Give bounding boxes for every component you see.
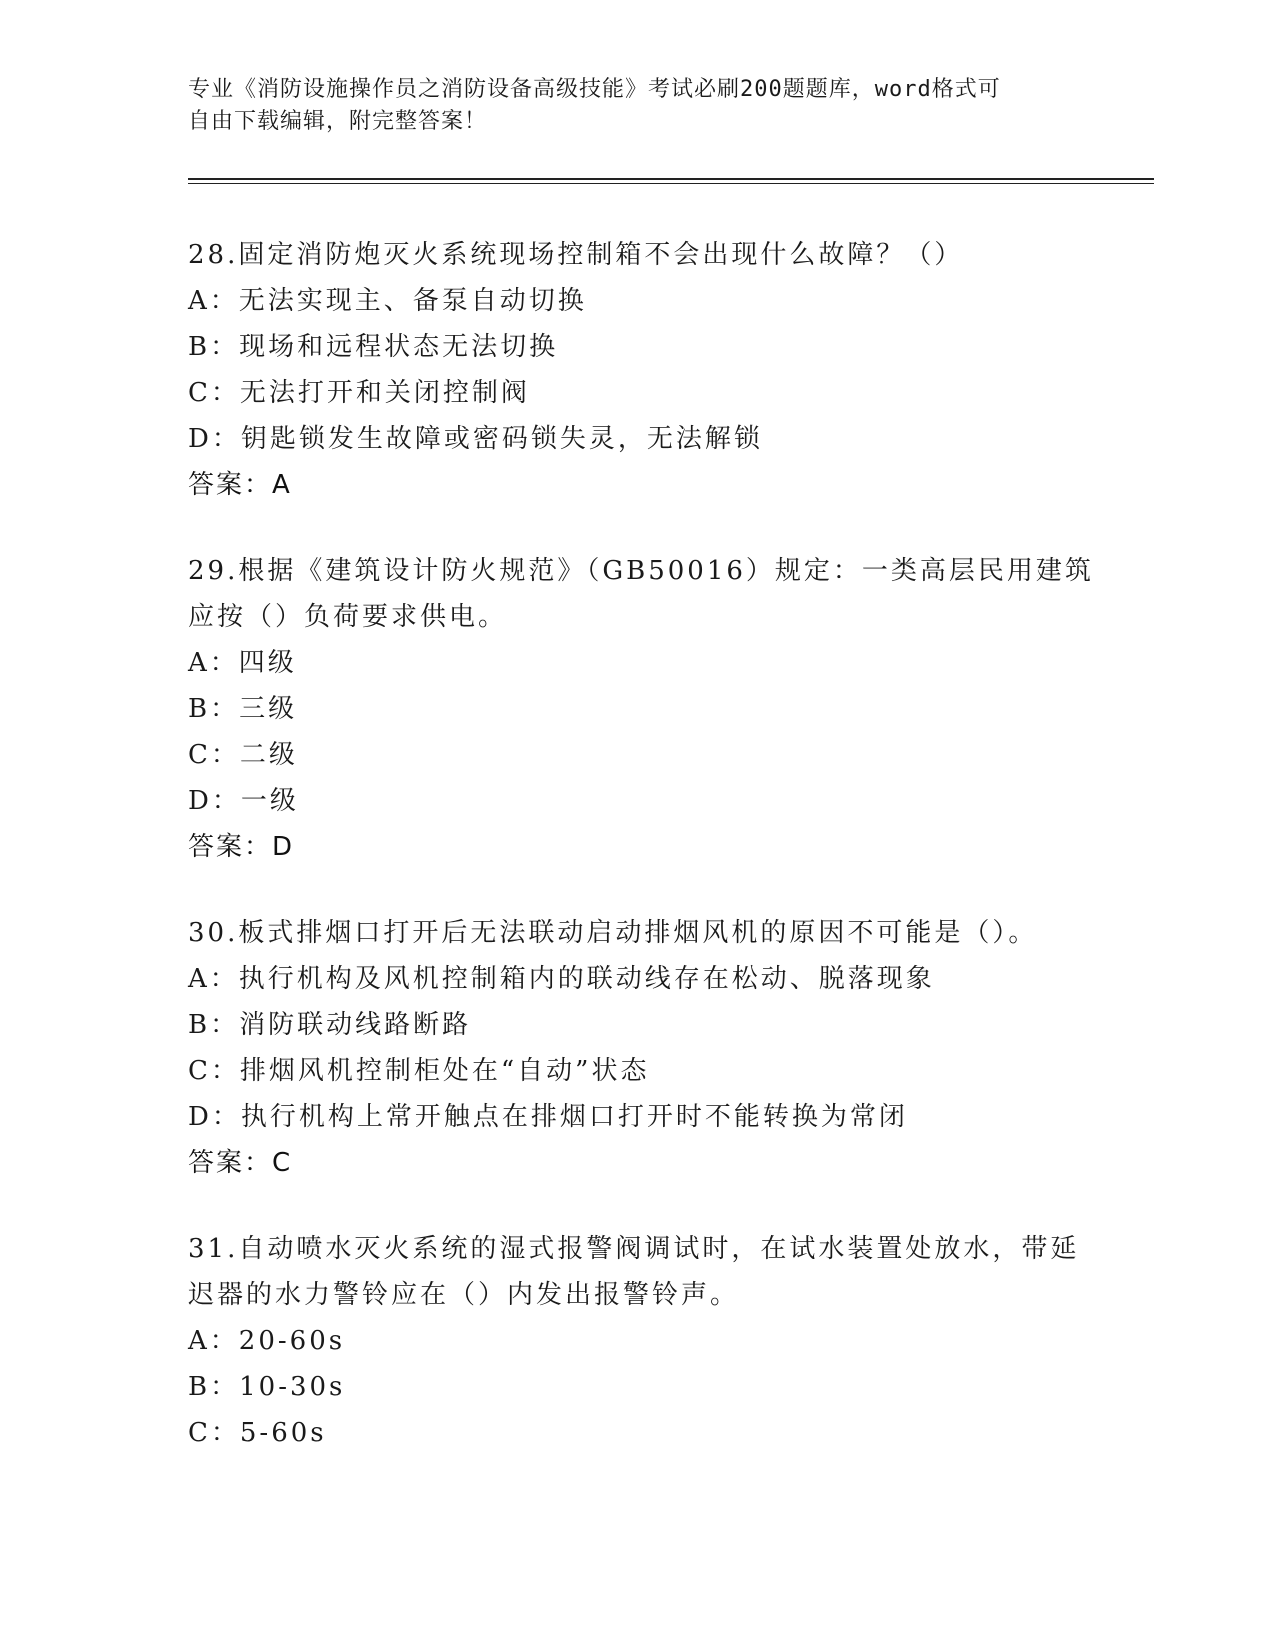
answer-line: 答案：C [188, 1148, 293, 1178]
document-header [188, 74, 1068, 138]
option-d: D：一级 [188, 786, 299, 816]
question-28 [188, 232, 1128, 508]
option-c: C：排烟风机控制柜处在“自动”状态 [188, 1056, 650, 1086]
header-line-2: 自由下载编辑，附完整答案！ [188, 109, 488, 134]
question-29 [188, 548, 1128, 870]
option-d: D：钥匙锁发生故障或密码锁失灵，无法解锁 [188, 424, 763, 454]
question-stem: 28.固定消防炮灭火系统现场控制箱不会出现什么故障？（） [188, 240, 964, 270]
option-a: A：20-60s [188, 1326, 346, 1356]
header-line-1: 专业《消防设施操作员之消防设备高级技能》考试必刷200题题库，word格式可 [188, 77, 1001, 102]
option-c: C：无法打开和关闭控制阀 [188, 378, 530, 408]
question-30 [188, 910, 1128, 1186]
option-d: D：执行机构上常开触点在排烟口打开时不能转换为常闭 [188, 1102, 908, 1132]
header-divider-thin [188, 183, 1154, 184]
answer-line: 答案：D [188, 832, 295, 862]
question-list [188, 232, 1128, 1496]
question-31 [188, 1226, 1128, 1456]
header-divider-thick [188, 178, 1154, 180]
option-c: C：二级 [188, 740, 298, 770]
question-stem: 31.自动喷水灭火系统的湿式报警阀调试时，在试水装置处放水，带延 [188, 1234, 1080, 1264]
question-stem: 29.根据《建筑设计防火规范》（GB50016）规定：一类高层民用建筑 [188, 556, 1094, 586]
option-a: A：无法实现主、备泵自动切换 [188, 286, 587, 316]
option-b: B：现场和远程状态无法切换 [188, 332, 559, 362]
option-a: A：执行机构及风机控制箱内的联动线存在松动、脱落现象 [188, 964, 935, 994]
option-b: B：消防联动线路断路 [188, 1010, 472, 1040]
option-c: C：5-60s [188, 1418, 327, 1448]
question-stem: 30.板式排烟口打开后无法联动启动排烟风机的原因不可能是（）。 [188, 918, 1038, 948]
option-b: B：三级 [188, 694, 298, 724]
question-stem-continued: 迟器的水力警铃应在（）内发出报警铃声。 [188, 1280, 740, 1310]
option-a: A：四级 [188, 648, 297, 678]
option-b: B：10-30s [188, 1372, 346, 1402]
question-stem-continued: 应按（）负荷要求供电。 [188, 602, 508, 632]
answer-line: 答案：A [188, 470, 292, 500]
